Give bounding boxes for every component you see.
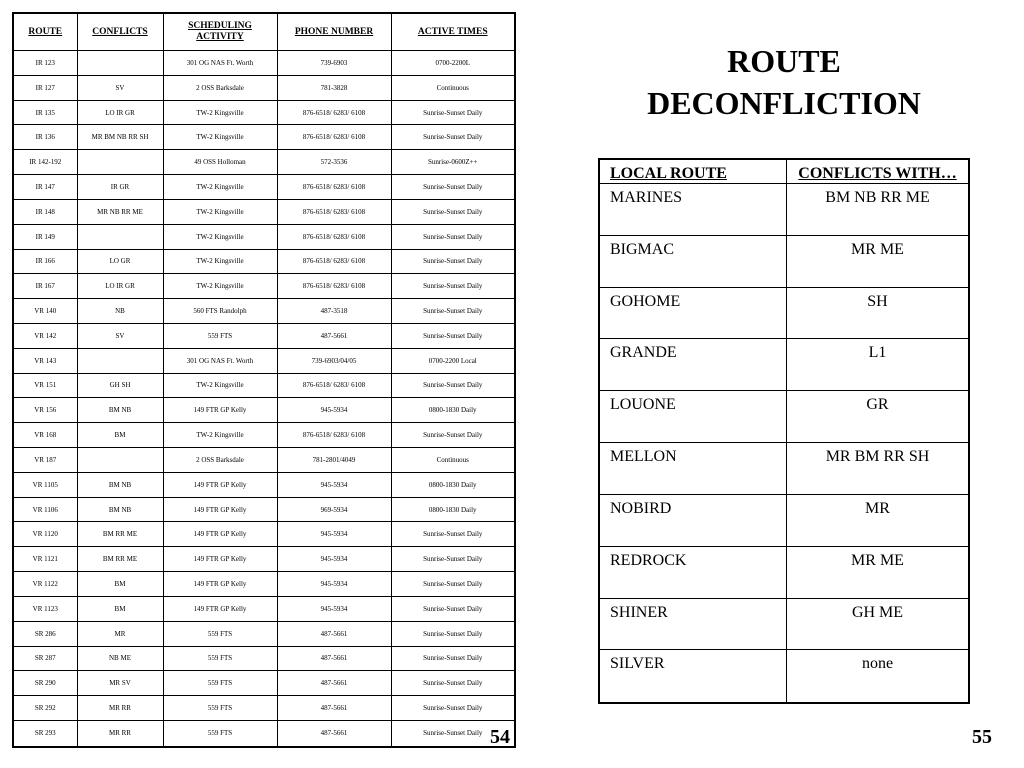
phone-number-cell: 487-5661 (277, 646, 391, 671)
conflicts-cell: MR RR (77, 720, 163, 747)
phone-number-cell: 487-5661 (277, 621, 391, 646)
local-route-conflicts-table (598, 158, 970, 704)
conflicts-cell: BM NB (77, 398, 163, 423)
page-number-right: 55 (972, 726, 992, 748)
conflicts-cell: MR RR (77, 696, 163, 721)
conflicts-cell: IR GR (77, 175, 163, 200)
conflicts-cell: MR (77, 621, 163, 646)
scheduling-activity-cell: 559 FTS (163, 671, 277, 696)
phone-number-cell: 487-5661 (277, 323, 391, 348)
table-row (13, 75, 515, 100)
route-schedule-header-row (13, 13, 515, 51)
local-route-cell: GRANDE (599, 339, 787, 391)
scheduling-activity-cell: TW-2 Kingsville (163, 199, 277, 224)
route-cell: IR 142-192 (13, 150, 77, 175)
title-line-1: ROUTE (727, 43, 841, 79)
scheduling-activity-cell: 2 OSS Barksdale (163, 75, 277, 100)
conflicts-cell (77, 51, 163, 76)
local-route-cell: LOUONE (599, 391, 787, 443)
route-schedule-body (13, 51, 515, 748)
phone-number-cell: 739-6903 (277, 51, 391, 76)
conflicts-cell: BM RR ME (77, 522, 163, 547)
table-row (13, 398, 515, 423)
phone-number-cell: 876-6518/ 6283/ 6108 (277, 423, 391, 448)
scheduling-activity-cell: TW-2 Kingsville (163, 125, 277, 150)
active-times-cell: 0800-1830 Daily (391, 472, 515, 497)
active-times-cell: Sunrise-Sunset Daily (391, 100, 515, 125)
active-times-cell: Continuous (391, 448, 515, 473)
local-route-cell: NOBIRD (599, 494, 787, 546)
conflicts-cell: BM (77, 572, 163, 597)
route-cell: VR 1105 (13, 472, 77, 497)
scheduling-activity-cell: 301 OG NAS Ft. Worth (163, 348, 277, 373)
route-cell: VR 156 (13, 398, 77, 423)
scheduling-activity-cell: TW-2 Kingsville (163, 249, 277, 274)
active-times-cell: 0800-1830 Daily (391, 398, 515, 423)
route-cell: VR 151 (13, 373, 77, 398)
route-cell: VR 1121 (13, 547, 77, 572)
table-row (599, 650, 969, 703)
scheduling-activity-cell: 149 FTR GP Kelly (163, 497, 277, 522)
active-times-cell: Sunrise-Sunset Daily (391, 125, 515, 150)
route-cell: IR 149 (13, 224, 77, 249)
scheduling-activity-cell: TW-2 Kingsville (163, 423, 277, 448)
conflicts-cell: SV (77, 75, 163, 100)
table-row (13, 547, 515, 572)
active-times-cell: Sunrise-Sunset Daily (391, 299, 515, 324)
local-route-cell: SHINER (599, 598, 787, 650)
scheduling-activity-cell: 559 FTS (163, 323, 277, 348)
conflicts-cell: BM (77, 423, 163, 448)
table-row (13, 199, 515, 224)
route-cell: SR 290 (13, 671, 77, 696)
route-cell: VR 1123 (13, 596, 77, 621)
conflicts-cell: BM RR ME (77, 547, 163, 572)
conflicts-cell: LO IR GR (77, 100, 163, 125)
local-route-cell: MARINES (599, 184, 787, 236)
route-cell: SR 293 (13, 720, 77, 747)
phone-number-cell: 945-5934 (277, 596, 391, 621)
table-row (13, 100, 515, 125)
table-row (13, 720, 515, 747)
active-times-cell: 0800-1830 Daily (391, 497, 515, 522)
header-local-route: LOCAL ROUTE (599, 159, 787, 184)
local-route-cell: SILVER (599, 650, 787, 703)
phone-number-cell: 945-5934 (277, 547, 391, 572)
conflicts-with-cell: L1 (787, 339, 970, 391)
active-times-cell: Sunrise-Sunset Daily (391, 423, 515, 448)
phone-number-cell: 876-6518/ 6283/ 6108 (277, 199, 391, 224)
conflicts-cell: BM NB (77, 497, 163, 522)
conflicts-cell (77, 348, 163, 373)
scheduling-activity-cell: 559 FTS (163, 621, 277, 646)
phone-number-cell: 945-5934 (277, 472, 391, 497)
header-conflicts: CONFLICTS (77, 13, 163, 51)
active-times-cell: Sunrise-Sunset Daily (391, 596, 515, 621)
phone-number-cell: 876-6518/ 6283/ 6108 (277, 274, 391, 299)
route-cell: SR 286 (13, 621, 77, 646)
table-row (599, 598, 969, 650)
table-row (13, 572, 515, 597)
active-times-cell: Sunrise-Sunset Daily (391, 199, 515, 224)
scheduling-activity-cell: 559 FTS (163, 646, 277, 671)
route-cell: VR 1120 (13, 522, 77, 547)
table-row (13, 497, 515, 522)
active-times-cell: Sunrise-Sunset Daily (391, 572, 515, 597)
conflicts-cell: MR BM NB RR SH (77, 125, 163, 150)
conflicts-cell (77, 224, 163, 249)
active-times-cell: Sunrise-Sunset Daily (391, 274, 515, 299)
table-row (599, 494, 969, 546)
active-times-cell: Sunrise-Sunset Daily (391, 249, 515, 274)
local-route-cell: MELLON (599, 443, 787, 495)
local-route-cell: REDROCK (599, 546, 787, 598)
table-row (13, 150, 515, 175)
conflicts-with-cell: GR (787, 391, 970, 443)
table-row (13, 299, 515, 324)
route-cell: IR 148 (13, 199, 77, 224)
phone-number-cell: 876-6518/ 6283/ 6108 (277, 373, 391, 398)
table-row (13, 423, 515, 448)
header-route: ROUTE (13, 13, 77, 51)
phone-number-cell: 876-6518/ 6283/ 6108 (277, 224, 391, 249)
route-cell: IR 123 (13, 51, 77, 76)
route-schedule-table (12, 12, 516, 748)
route-cell: VR 143 (13, 348, 77, 373)
route-cell: VR 1122 (13, 572, 77, 597)
phone-number-cell: 876-6518/ 6283/ 6108 (277, 100, 391, 125)
conflicts-cell: SV (77, 323, 163, 348)
header-phone-number: PHONE NUMBER (277, 13, 391, 51)
table-row (13, 175, 515, 200)
active-times-cell: Sunrise-Sunset Daily (391, 373, 515, 398)
active-times-cell: 0700-2200 Local (391, 348, 515, 373)
conflicts-cell: NB (77, 299, 163, 324)
active-times-cell: Sunrise-Sunset Daily (391, 646, 515, 671)
route-cell: IR 166 (13, 249, 77, 274)
active-times-cell: Sunrise-Sunset Daily (391, 323, 515, 348)
phone-number-cell: 487-5661 (277, 720, 391, 747)
phone-number-cell: 876-6518/ 6283/ 6108 (277, 175, 391, 200)
phone-number-cell: 739-6903/04/05 (277, 348, 391, 373)
phone-number-cell: 487-5661 (277, 696, 391, 721)
route-cell: IR 127 (13, 75, 77, 100)
route-cell: IR 135 (13, 100, 77, 125)
scheduling-activity-cell: 560 FTS Randolph (163, 299, 277, 324)
table-row (599, 391, 969, 443)
phone-number-cell: 945-5934 (277, 398, 391, 423)
route-cell: VR 1106 (13, 497, 77, 522)
table-row (13, 51, 515, 76)
scheduling-activity-cell: 301 OG NAS Ft. Worth (163, 51, 277, 76)
scheduling-activity-cell: 149 FTR GP Kelly (163, 596, 277, 621)
scheduling-activity-cell: 149 FTR GP Kelly (163, 547, 277, 572)
scheduling-activity-cell: TW-2 Kingsville (163, 100, 277, 125)
active-times-cell: Sunrise-Sunset Daily (391, 696, 515, 721)
local-route-cell: BIGMAC (599, 235, 787, 287)
header-scheduling-activity: SCHEDULING ACTIVITY (163, 13, 277, 51)
active-times-cell: Sunrise-Sunset Daily (391, 547, 515, 572)
table-row (13, 323, 515, 348)
conflicts-cell: NB ME (77, 646, 163, 671)
scheduling-activity-cell: 49 OSS Holloman (163, 150, 277, 175)
table-row (13, 373, 515, 398)
active-times-cell: Sunrise-Sunset Daily (391, 671, 515, 696)
table-row (599, 546, 969, 598)
active-times-cell: Sunrise-Sunset Daily (391, 720, 515, 747)
conflicts-cell: LO GR (77, 249, 163, 274)
table-row (13, 472, 515, 497)
conflicts-cell: MR NB RR ME (77, 199, 163, 224)
conflicts-with-cell: MR ME (787, 546, 970, 598)
scheduling-activity-cell: 2 OSS Barksdale (163, 448, 277, 473)
table-row (599, 184, 969, 236)
scheduling-activity-cell: 149 FTR GP Kelly (163, 522, 277, 547)
conflicts-cell: MR SV (77, 671, 163, 696)
route-cell: IR 147 (13, 175, 77, 200)
route-cell: SR 287 (13, 646, 77, 671)
table-row (13, 522, 515, 547)
scheduling-activity-cell: 559 FTS (163, 696, 277, 721)
route-cell: VR 187 (13, 448, 77, 473)
conflicts-with-cell: GH ME (787, 598, 970, 650)
conflicts-cell (77, 150, 163, 175)
header-active-times: ACTIVE TIMES (391, 13, 515, 51)
local-route-body (599, 184, 969, 704)
conflicts-with-cell: MR ME (787, 235, 970, 287)
conflicts-with-cell: MR BM RR SH (787, 443, 970, 495)
phone-number-cell: 876-6518/ 6283/ 6108 (277, 249, 391, 274)
active-times-cell: Sunrise-Sunset Daily (391, 224, 515, 249)
table-row (13, 274, 515, 299)
conflicts-cell: BM NB (77, 472, 163, 497)
phone-number-cell: 969-5934 (277, 497, 391, 522)
table-row (13, 448, 515, 473)
route-cell: VR 142 (13, 323, 77, 348)
table-row (13, 125, 515, 150)
phone-number-cell: 572-3536 (277, 150, 391, 175)
phone-number-cell: 487-5661 (277, 671, 391, 696)
local-route-cell: GOHOME (599, 287, 787, 339)
scheduling-activity-cell: 559 FTS (163, 720, 277, 747)
active-times-cell: Sunrise-Sunset Daily (391, 621, 515, 646)
local-route-header-row (599, 159, 969, 184)
table-row (13, 596, 515, 621)
active-times-cell: Sunrise-0600Z++ (391, 150, 515, 175)
phone-number-cell: 781-2801/4049 (277, 448, 391, 473)
table-row (13, 348, 515, 373)
table-row (599, 235, 969, 287)
active-times-cell: Continuous (391, 75, 515, 100)
phone-number-cell: 945-5934 (277, 572, 391, 597)
page-number-left: 54 (490, 726, 510, 748)
header-conflicts-with: CONFLICTS WITH… (787, 159, 970, 184)
table-row (13, 646, 515, 671)
scheduling-activity-cell: TW-2 Kingsville (163, 224, 277, 249)
conflicts-with-cell: none (787, 650, 970, 703)
table-row (599, 339, 969, 391)
conflicts-with-cell: MR (787, 494, 970, 546)
route-cell: IR 167 (13, 274, 77, 299)
conflicts-with-cell: SH (787, 287, 970, 339)
active-times-cell: Sunrise-Sunset Daily (391, 522, 515, 547)
conflicts-with-cell: BM NB RR ME (787, 184, 970, 236)
phone-number-cell: 876-6518/ 6283/ 6108 (277, 125, 391, 150)
page-title (598, 40, 970, 124)
active-times-cell: 0700-2200L (391, 51, 515, 76)
route-cell: VR 168 (13, 423, 77, 448)
conflicts-cell: BM (77, 596, 163, 621)
scheduling-activity-cell: TW-2 Kingsville (163, 175, 277, 200)
table-row (13, 696, 515, 721)
table-row (13, 224, 515, 249)
route-cell: VR 140 (13, 299, 77, 324)
scheduling-activity-cell: TW-2 Kingsville (163, 373, 277, 398)
title-line-2: DECONFLICTION (647, 85, 921, 121)
phone-number-cell: 487-3518 (277, 299, 391, 324)
scheduling-activity-cell: 149 FTR GP Kelly (163, 472, 277, 497)
table-row (599, 443, 969, 495)
table-row (599, 287, 969, 339)
conflicts-cell: GH SH (77, 373, 163, 398)
scheduling-activity-cell: 149 FTR GP Kelly (163, 398, 277, 423)
conflicts-cell (77, 448, 163, 473)
active-times-cell: Sunrise-Sunset Daily (391, 175, 515, 200)
scheduling-activity-cell: 149 FTR GP Kelly (163, 572, 277, 597)
table-row (13, 621, 515, 646)
phone-number-cell: 781-3828 (277, 75, 391, 100)
route-cell: SR 292 (13, 696, 77, 721)
scheduling-activity-cell: TW-2 Kingsville (163, 274, 277, 299)
phone-number-cell: 945-5934 (277, 522, 391, 547)
route-cell: IR 136 (13, 125, 77, 150)
table-row (13, 671, 515, 696)
table-row (13, 249, 515, 274)
conflicts-cell: LO IR GR (77, 274, 163, 299)
